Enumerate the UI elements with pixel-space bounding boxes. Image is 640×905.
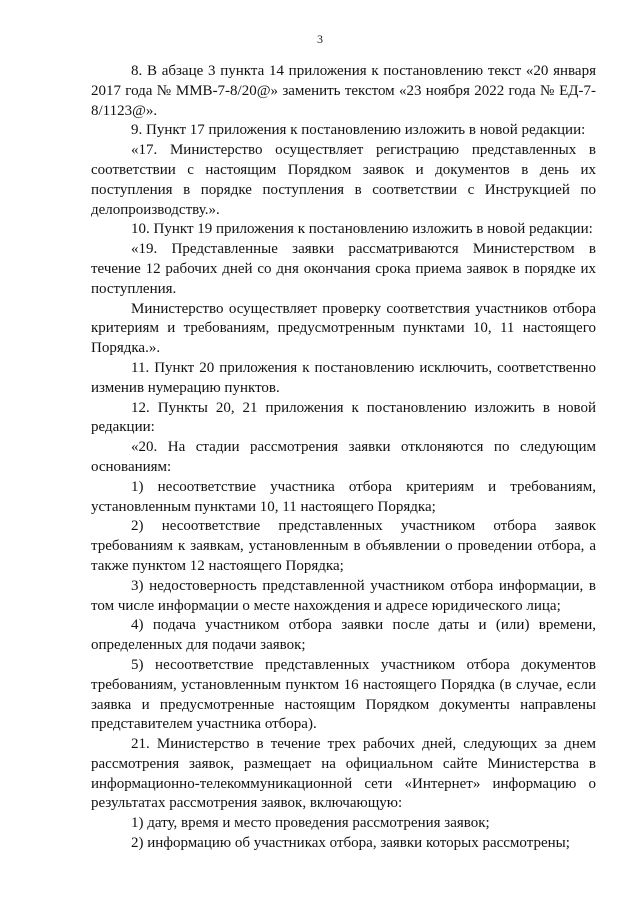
paragraph-item-12: 12. Пункты 20, 21 приложения к постановлению изложить в новой редакции: xyxy=(91,399,596,436)
list-item-1: 1) несоответствие участника отбора критериям и требованиям, установленным пунктами 10, 11 настоящего Порядка; xyxy=(91,478,596,515)
list-item-2: 2) несоответствие представленных участником отбора заявок требованиям к заявкам, установленным в объявлении о проведении отбора, а также пунктом 12 настоящего Порядка; xyxy=(91,518,596,574)
paragraph-item-10: 10. Пункт 19 приложения к постановлению изложить в новой редакции: xyxy=(131,221,593,238)
list-item-21-2: 2) информацию об участниках отбора, заявки которых рассмотрены; xyxy=(131,835,570,852)
paragraph-quote-17: «17. Министерство осуществляет регистрацию представленных в соответствии с настоящим Порядком заявок и документов в день их поступления в порядке поступления в соответствии с Инструкцией по делопроизводству.». xyxy=(91,142,596,218)
list-item-3: 3) недостоверность представленной участником отбора информации, в том числе информации о месте нахождения и адресе юридического лица; xyxy=(91,577,596,614)
page-number: 3 xyxy=(317,32,323,46)
paragraph-item-11: 11. Пункт 20 приложения к постановлению исключить, соответственно изменив нумерацию пунктов. xyxy=(91,359,596,396)
document-body xyxy=(91,62,596,854)
paragraph-quote-19-cont: Министерство осуществляет проверку соответствия участников отбора критериям и требованиям, предусмотренным пунктами 10, 11 настоящего Порядка.». xyxy=(91,300,596,357)
paragraph-quote-21: 21. Министерство в течение трех рабочих дней, следующих за днем рассмотрения заявок, размещает на официальном сайте Министерства в информационно-телекоммуникационной сети «Интернет» информацию о результатах рассмотрения заявок, включающую: xyxy=(91,736,596,812)
list-item-21-1: 1) дату, время и место проведения рассмотрения заявок; xyxy=(131,815,490,832)
list-item-5: 5) несоответствие представленных участником отбора документов требованиям, установленным пунктом 16 настоящего Порядка (в случае, если заявка и предусмотренные настоящим Порядком документы направлены представителем участника отбора). xyxy=(91,656,596,733)
paragraph-item-8: 8. В абзаце 3 пункта 14 приложения к постановлению текст «20 января 2017 года № ММВ-7-8/20@» заменить текстом «23 ноября 2022 года № ЕД-7-8/1123@». xyxy=(91,63,596,119)
list-item-4: 4) подача участником отбора заявки после даты и (или) времени, определенных для подачи заявок; xyxy=(91,617,596,654)
paragraph-quote-19: «19. Представленные заявки рассматриваются Министерством в течение 12 рабочих дней со дня окончания срока приема заявок в порядке их поступления. xyxy=(91,241,596,297)
paragraph-item-9: 9. Пункт 17 приложения к постановлению изложить в новой редакции: xyxy=(131,122,586,139)
paragraph-quote-20: «20. На стадии рассмотрения заявки отклоняются по следующим основаниям: xyxy=(91,439,596,475)
